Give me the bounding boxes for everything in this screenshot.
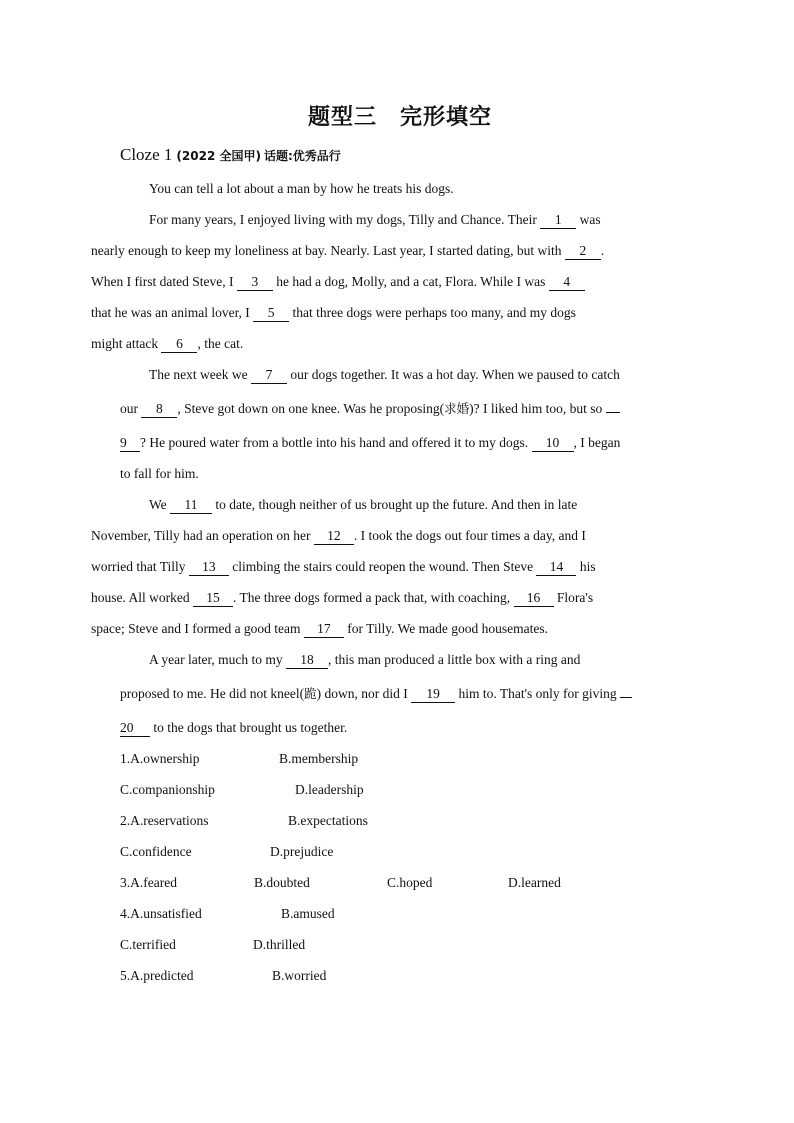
text: house. All worked (91, 590, 193, 605)
option-b[interactable]: B.doubted (254, 875, 310, 890)
option-b[interactable]: B.membership (279, 751, 359, 766)
option-a[interactable]: 4.A.unsatisfied (120, 906, 202, 921)
blank-1[interactable]: 1 (540, 212, 576, 229)
paragraph-5 (120, 644, 680, 743)
blank-17[interactable]: 17 (304, 621, 344, 638)
text: to the dogs that brought us together. (150, 720, 348, 735)
option-a[interactable]: 1.A.ownership (120, 751, 200, 766)
text: , Steve got down on one knee. Was he proposing( (177, 401, 445, 416)
option-row (120, 960, 680, 991)
text: , this man produced a little box with a ring and (328, 652, 581, 667)
text: . The three dogs formed a pack that, with coaching, (233, 590, 514, 605)
page-title: 题型三 完形填空 (307, 105, 492, 130)
blank-19[interactable]: 19 (411, 686, 455, 703)
chinese-gloss: 求婚 (444, 401, 470, 416)
text: our dogs together. It was a hot day. When we paused to catch (286, 367, 620, 382)
blank-6[interactable]: 6 (161, 336, 197, 353)
option-b[interactable]: B.expectations (288, 813, 368, 828)
text: , I began (573, 435, 621, 450)
blank-20-start (620, 697, 632, 698)
paragraph-2 (91, 204, 680, 359)
text: him to. That's only for giving (455, 686, 621, 701)
text: )? I liked him too, but so (469, 401, 606, 416)
option-row (120, 774, 680, 805)
option-row (120, 929, 680, 960)
blank-15[interactable]: 15 (193, 590, 233, 607)
text: might attack (91, 336, 162, 351)
text: . I took the dogs out four times a day, and I (353, 528, 586, 543)
text: For many years, I enjoyed living with my dogs, Tilly and Chance. Their (149, 212, 541, 227)
text: our (120, 401, 142, 416)
text: ) down, nor did I (316, 686, 412, 701)
text-line: You can tell a lot about a man by how he treats his dogs. (149, 181, 454, 196)
blank-5[interactable]: 5 (253, 305, 289, 322)
text: proposed to me. He did not kneel( (120, 686, 305, 701)
text: We (149, 497, 171, 512)
blank-9-start (606, 412, 620, 413)
option-d[interactable]: D.prejudice (270, 844, 334, 859)
chinese-gloss: 跪 (304, 686, 317, 701)
option-c[interactable]: C.hoped (387, 875, 433, 890)
blank-14[interactable]: 14 (536, 559, 576, 576)
blank-8[interactable]: 8 (141, 401, 177, 418)
option-d[interactable]: D.thrilled (253, 937, 306, 952)
blank-12[interactable]: 12 (314, 528, 354, 545)
text: climbing the stairs could reopen the wound. Then Steve (228, 559, 537, 574)
blank-9[interactable]: 9 (120, 435, 140, 452)
paragraph-3 (120, 359, 680, 489)
option-row (120, 898, 680, 929)
option-row (120, 743, 680, 774)
text: he had a dog, Molly, and a cat, Flora. While I was (272, 274, 549, 289)
blank-18[interactable]: 18 (286, 652, 328, 669)
text: to date, though neither of us brought up the future. And then in late (212, 497, 578, 512)
text: . (600, 243, 605, 258)
text: worried that Tilly (91, 559, 189, 574)
answer-options (120, 743, 680, 991)
blank-7[interactable]: 7 (251, 367, 287, 384)
worksheet-page (91, 100, 680, 991)
option-row (120, 805, 680, 836)
option-a[interactable]: 5.A.predicted (120, 968, 194, 983)
option-d[interactable]: D.learned (508, 875, 561, 890)
text: that three dogs were perhaps too many, and my dogs (289, 305, 576, 320)
paragraph-4 (91, 489, 680, 644)
cloze-topic: 话题:优秀品行 (263, 149, 341, 163)
text: November, Tilly had an operation on her (91, 528, 314, 543)
option-b[interactable]: B.amused (281, 906, 335, 921)
option-a[interactable]: 2.A.reservations (120, 813, 209, 828)
option-row (120, 836, 680, 867)
option-d[interactable]: D.leadership (295, 782, 364, 797)
text: was (576, 212, 601, 227)
blank-16[interactable]: 16 (514, 590, 554, 607)
blank-11[interactable]: 11 (170, 497, 212, 514)
text: for Tilly. We made good housemates. (343, 621, 548, 636)
option-a[interactable]: 3.A.feared (120, 875, 177, 890)
text: Flora's (553, 590, 594, 605)
option-b[interactable]: B.worried (272, 968, 327, 983)
blank-20[interactable]: 20 (120, 720, 150, 737)
text: The next week we (149, 367, 251, 382)
option-row (120, 867, 680, 898)
text: nearly enough to keep my loneliness at bay. Nearly. Last year, I started dating, but with (91, 243, 565, 258)
cloze-source: (2022 全国甲) (176, 149, 261, 163)
text: that he was an animal lover, I (91, 305, 254, 320)
option-c[interactable]: C.confidence (120, 844, 192, 859)
text: A year later, much to my (149, 652, 287, 667)
text: space; Steve and I formed a good team (91, 621, 304, 636)
option-c[interactable]: C.companionship (120, 782, 215, 797)
text: his (576, 559, 596, 574)
option-c[interactable]: C.terrified (120, 937, 176, 952)
blank-2[interactable]: 2 (565, 243, 601, 260)
cloze-number: Cloze 1 (120, 145, 173, 164)
blank-10[interactable]: 10 (532, 435, 574, 452)
text: , the cat. (197, 336, 244, 351)
paragraph-1 (120, 173, 680, 204)
blank-13[interactable]: 13 (189, 559, 229, 576)
text: ? He poured water from a bottle into his hand and offered it to my dogs. (140, 435, 532, 450)
text: When I first dated Steve, I (91, 274, 237, 289)
text: to fall for him. (120, 466, 199, 481)
blank-4[interactable]: 4 (549, 274, 585, 291)
cloze-header (120, 145, 680, 165)
blank-3[interactable]: 3 (237, 274, 273, 291)
